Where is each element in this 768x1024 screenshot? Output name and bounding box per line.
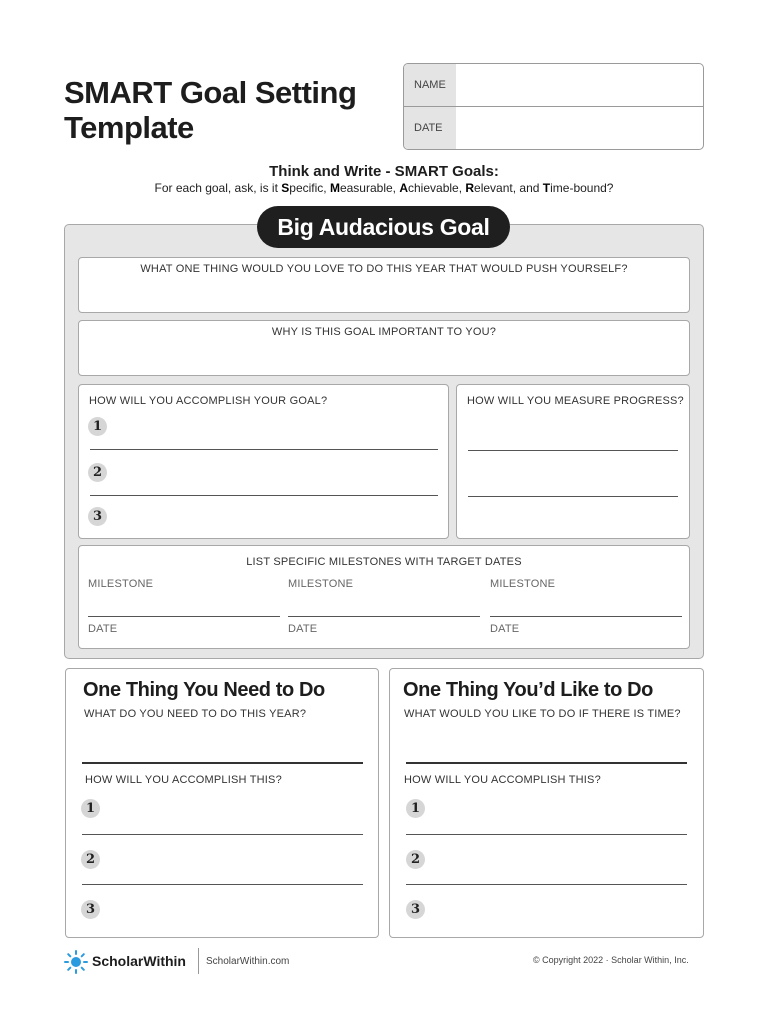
brand-name: ScholarWithin bbox=[92, 953, 186, 969]
step-1-badge: 1 bbox=[88, 417, 107, 436]
step-3-badge: 3 bbox=[88, 507, 107, 526]
milestone-1-line[interactable] bbox=[88, 616, 280, 617]
scholar-within-logo-icon bbox=[64, 950, 88, 974]
milestone-3-line[interactable] bbox=[490, 616, 682, 617]
copyright-text: © Copyright 2022 · Scholar Within, Inc. bbox=[533, 955, 689, 965]
accomplish-goal-heading: HOW WILL YOU ACCOMPLISH YOUR GOAL? bbox=[89, 395, 328, 407]
need-step-3-badge: 3 bbox=[81, 900, 100, 919]
name-field[interactable] bbox=[404, 64, 703, 107]
like-to-do-title: One Thing You’d Like to Do bbox=[403, 679, 653, 701]
milestones-heading: LIST SPECIFIC MILESTONES WITH TARGET DATES bbox=[246, 556, 522, 568]
need-how-heading: HOW WILL YOU ACCOMPLISH THIS? bbox=[85, 774, 282, 786]
date-field[interactable] bbox=[404, 107, 703, 150]
measure-line-1[interactable] bbox=[468, 450, 678, 451]
love-to-do-field[interactable] bbox=[78, 257, 690, 313]
milestone-2-line[interactable] bbox=[288, 616, 480, 617]
title-line-1: SMART Goal Setting bbox=[64, 75, 357, 110]
page-title bbox=[64, 75, 394, 145]
like-step-2-badge: 2 bbox=[406, 850, 425, 869]
like-to-do-question: WHAT WOULD YOU LIKE TO DO IF THERE IS TIME? bbox=[404, 708, 681, 720]
step-1-line[interactable] bbox=[90, 449, 438, 450]
like-step-1-badge: 1 bbox=[406, 799, 425, 818]
step-2-badge: 2 bbox=[88, 463, 107, 482]
measure-line-2[interactable] bbox=[468, 496, 678, 497]
like-how-heading: HOW WILL YOU ACCOMPLISH THIS? bbox=[404, 774, 601, 786]
need-step-1-badge: 1 bbox=[81, 799, 100, 818]
need-step-1-line[interactable] bbox=[82, 834, 363, 835]
milestone-3-date-label: DATE bbox=[490, 623, 520, 635]
accomplish-goal-card bbox=[78, 384, 449, 539]
title-line-2: Template bbox=[64, 110, 194, 145]
need-step-2-line[interactable] bbox=[82, 884, 363, 885]
need-to-do-question: WHAT DO YOU NEED TO DO THIS YEAR? bbox=[84, 708, 307, 720]
why-important-question: WHY IS THIS GOAL IMPORTANT TO YOU? bbox=[271, 326, 497, 338]
milestone-1-date-label: DATE bbox=[88, 623, 118, 635]
like-to-do-card bbox=[389, 668, 704, 938]
step-2-line[interactable] bbox=[90, 495, 438, 496]
milestone-2-date-label: DATE bbox=[288, 623, 318, 635]
big-goal-pill: Big Audacious Goal bbox=[257, 206, 510, 248]
like-step-2-line[interactable] bbox=[406, 884, 687, 885]
need-to-do-title: One Thing You Need to Do bbox=[83, 679, 325, 701]
footer-url[interactable]: ScholarWithin.com bbox=[206, 956, 290, 967]
measure-progress-heading: HOW WILL YOU MEASURE PROGRESS? bbox=[467, 395, 684, 407]
instructions-heading: Think and Write - SMART Goals: bbox=[269, 163, 499, 180]
milestone-1-label: MILESTONE bbox=[88, 578, 154, 590]
milestones-card bbox=[78, 545, 690, 649]
name-date-box bbox=[403, 63, 704, 150]
footer-divider bbox=[198, 948, 199, 974]
instructions-text: For each goal, ask, is it Specific, Measurable, Achievable, Relevant, and Time-bound? bbox=[154, 181, 614, 195]
why-important-field[interactable] bbox=[78, 320, 690, 376]
milestone-2-label: MILESTONE bbox=[288, 578, 354, 590]
need-step-2-badge: 2 bbox=[81, 850, 100, 869]
date-label: DATE bbox=[404, 107, 456, 150]
big-goal-panel bbox=[64, 224, 704, 659]
like-step-1-line[interactable] bbox=[406, 834, 687, 835]
need-to-do-card bbox=[65, 668, 379, 938]
need-to-do-answer-line[interactable] bbox=[82, 762, 363, 764]
milestone-3-label: MILESTONE bbox=[490, 578, 556, 590]
like-step-3-badge: 3 bbox=[406, 900, 425, 919]
measure-progress-card bbox=[456, 384, 690, 539]
like-to-do-answer-line[interactable] bbox=[406, 762, 687, 764]
love-to-do-question: WHAT ONE THING WOULD YOU LOVE TO DO THIS YEAR THAT WOULD PUSH YOURSELF? bbox=[140, 263, 628, 275]
name-label: NAME bbox=[404, 64, 456, 106]
